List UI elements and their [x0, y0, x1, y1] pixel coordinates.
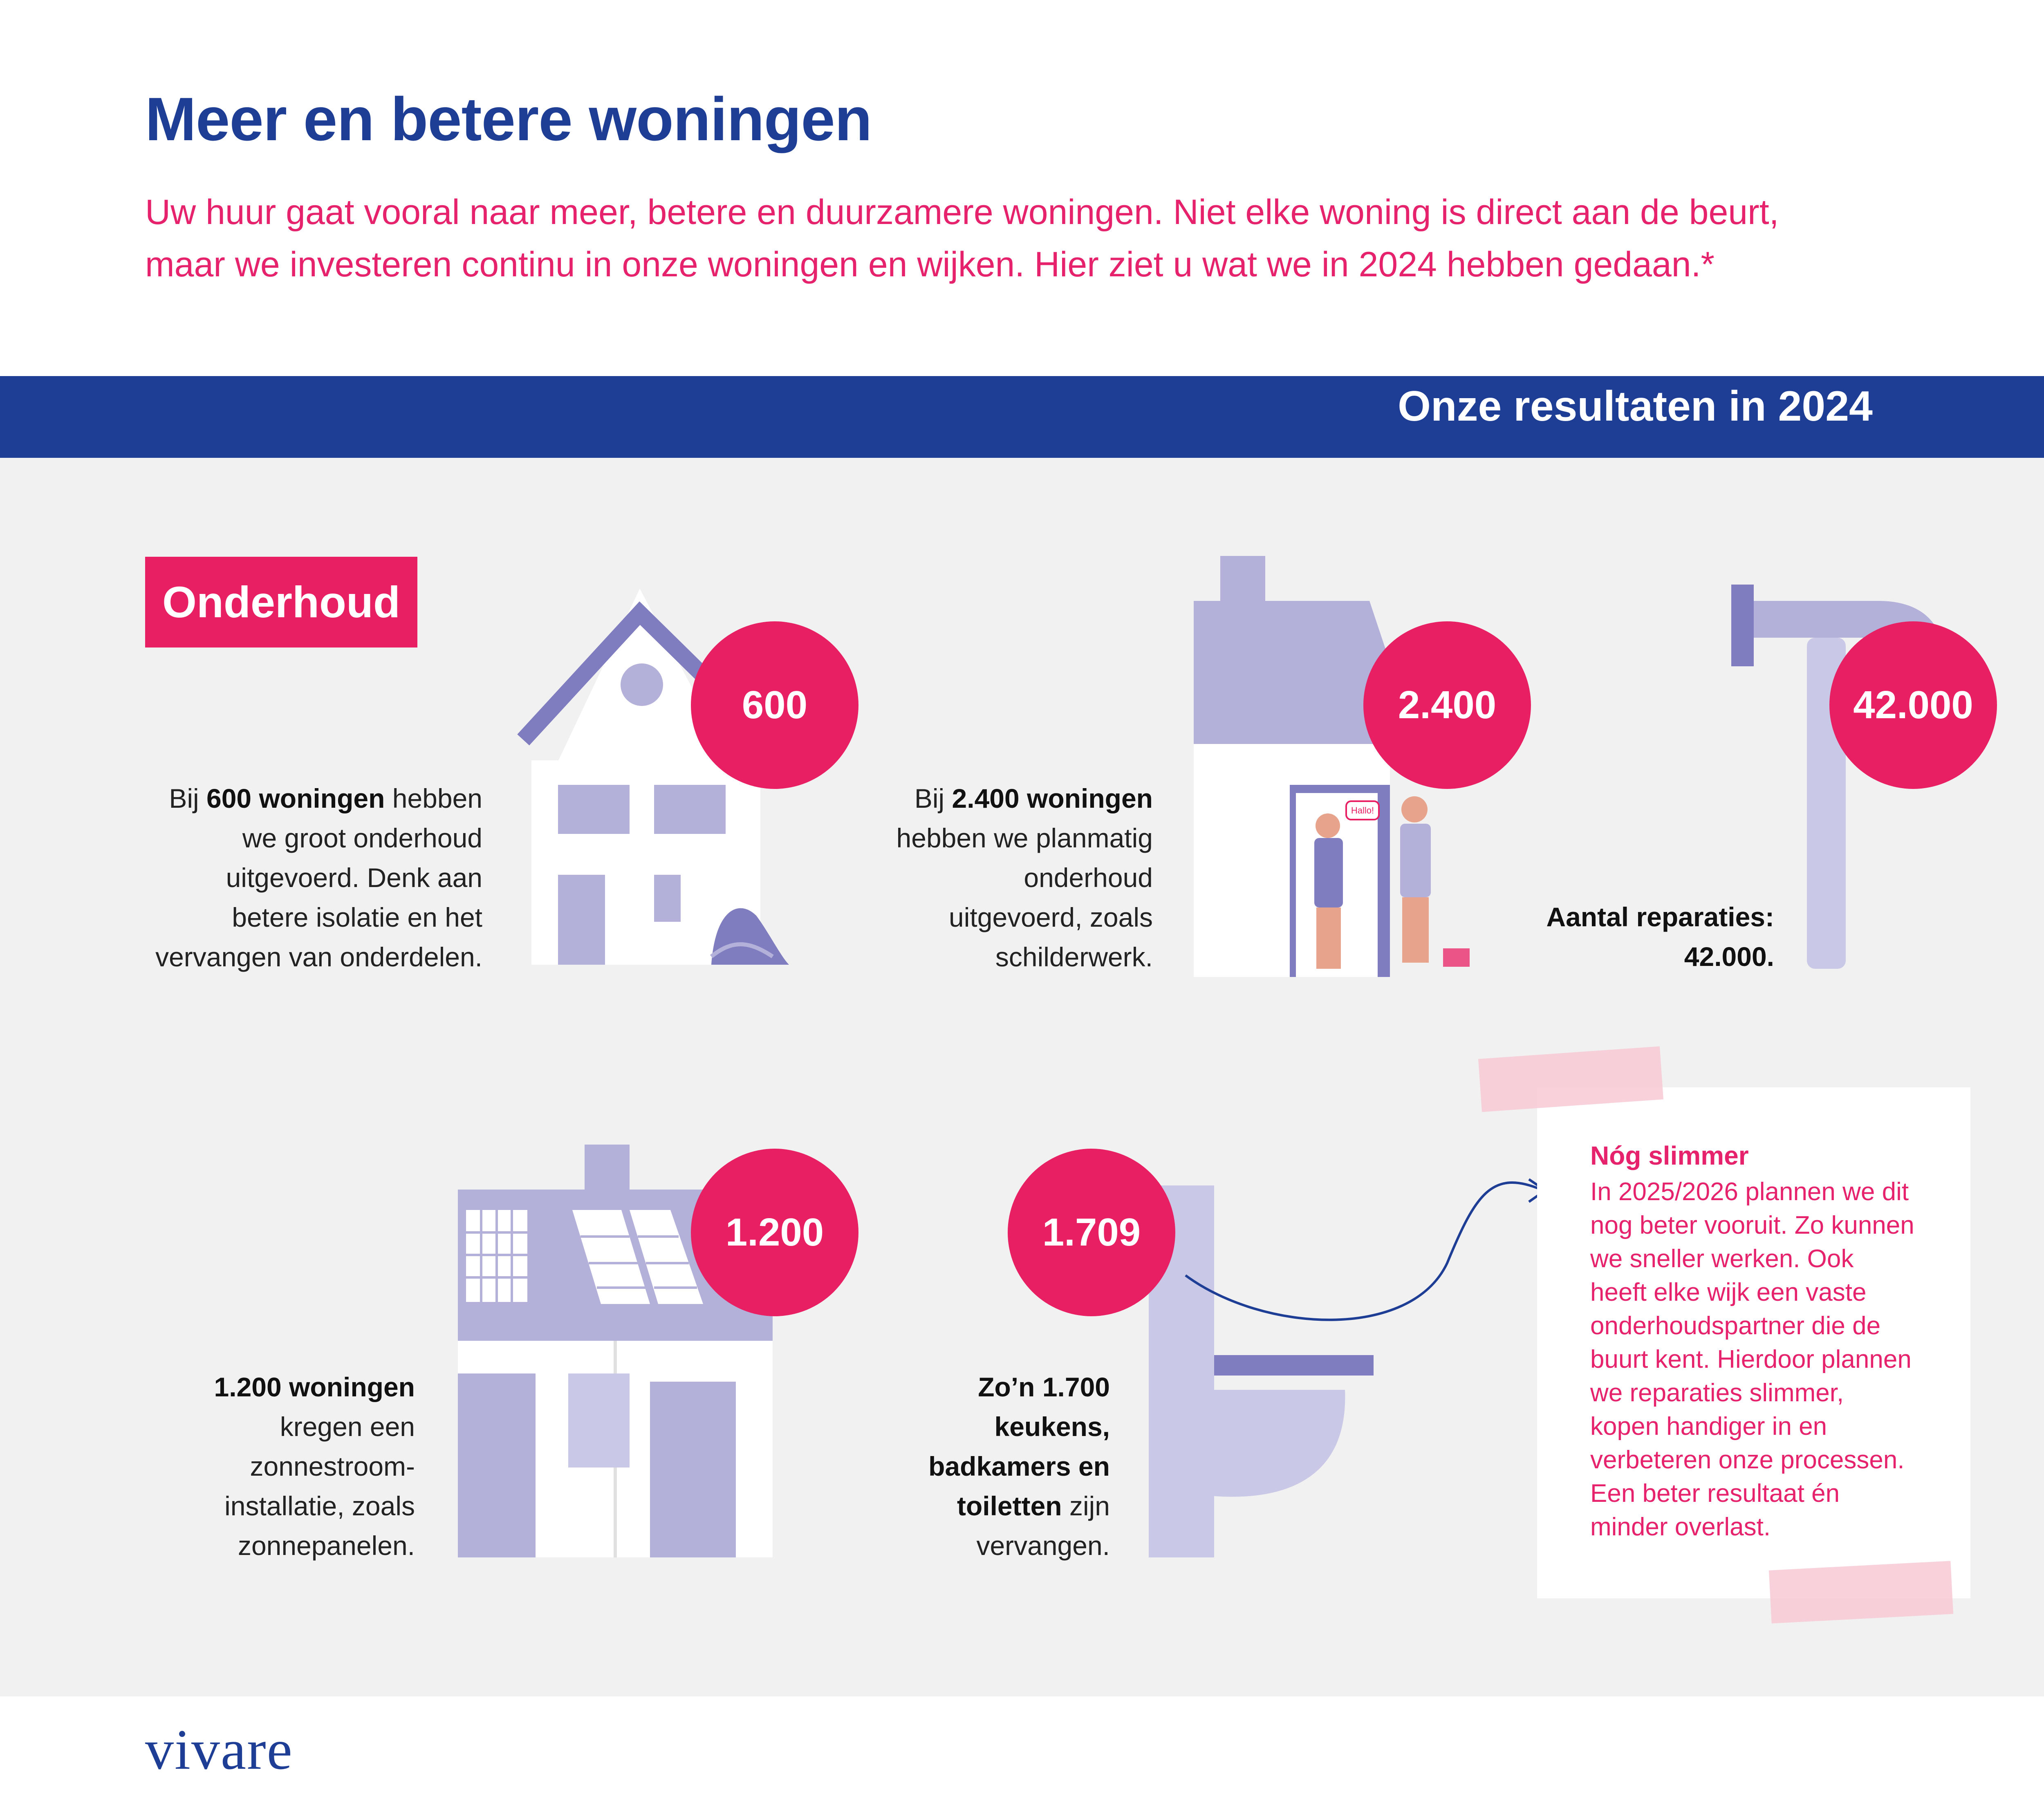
badge-600: 600 [691, 621, 858, 789]
text-42000-reparaties: Aantal reparaties: 42.000. [1546, 902, 1774, 972]
tape-bottom [1769, 1561, 1953, 1623]
speech-bubble-hallo: Hallo! [1351, 805, 1374, 816]
onderhoud-tag: Onderhoud [145, 557, 417, 647]
results-band-label: Onze resultaten in 2024 [1398, 383, 1873, 430]
badge-2400: 2.400 [1363, 621, 1531, 789]
intro-text [145, 186, 1944, 291]
intro-line-2: maar we investeren continu in onze woningen en wijken. Hier ziet u wat we in 2024 hebben gedaan.* [145, 245, 1715, 284]
intro-line-1: Uw huur gaat vooral naar meer, betere en duurzamere woningen. Niet elke woning is direct aan de beurt, [145, 193, 1779, 232]
badge-42000: 42.000 [1829, 621, 1997, 789]
badge-1200: 1.200 [691, 1149, 858, 1316]
vivare-logo: vivare [145, 1718, 293, 1781]
text-2400-woningen: Bij 2.400 woningen hebben we planmatig onderhoud uitgevoerd, zoals schilderwerk. [896, 783, 1153, 972]
text-600-woningen: Bij 600 woningen hebben we groot onderhoud uitgevoerd. Denk aan betere isolatie en het vervangen van onderdelen. [155, 783, 482, 972]
note-body: In 2025/2026 plannen we dit nog beter vooruit. Zo kunnen we sneller werken. Ook heeft elke wijk een vaste onderhoudspartner die de buurt kent. Hierdoor plannen we reparaties slimmer, kopen handiger in en verbeteren onze processen. Een beter resultaat én minder overlast. [1590, 1178, 1914, 1541]
text-1709-vervangen: Zo’n 1.700 keukens, badkamers en toiletten zijn vervangen. [928, 1372, 1110, 1561]
page-title: Meer en betere woningen [145, 85, 872, 153]
arrow-to-note [1181, 1169, 1574, 1349]
badge-1709: 1.709 [1008, 1149, 1175, 1316]
note-title: Nóg slimmer [1590, 1141, 1749, 1170]
text-1200-woningen: 1.200 woningen kregen een zonnestroom- installatie, zoals zonnepanelen. [214, 1372, 415, 1561]
